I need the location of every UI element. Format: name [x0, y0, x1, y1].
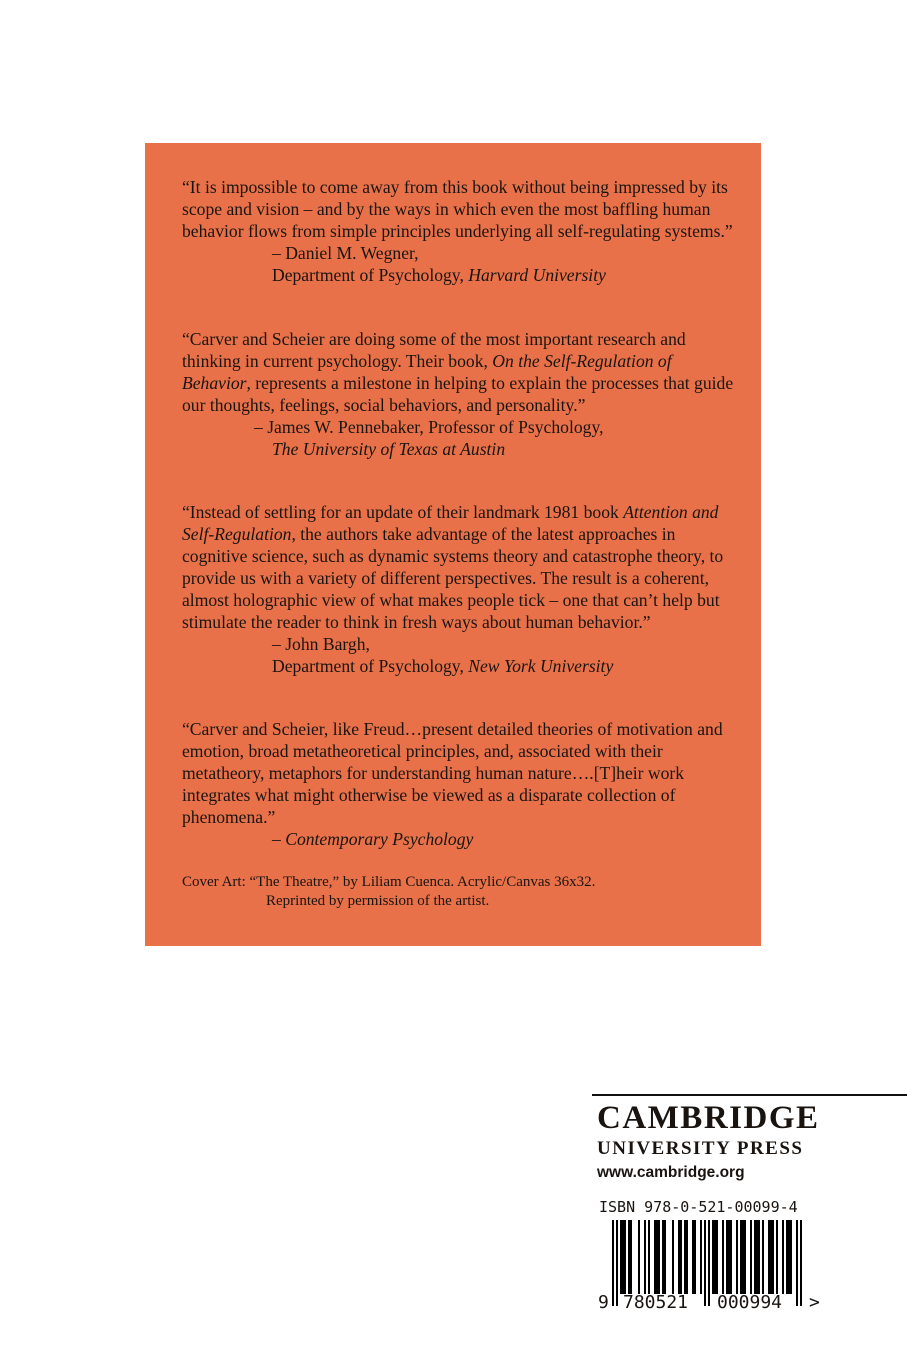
- barcode-bar: [786, 1220, 788, 1294]
- barcode-bar: [630, 1220, 632, 1294]
- quote-text: “Instead of settling for an update of their landmark 1981 book Attention and Self-Regulation, the authors take advantage of the latest approaches in cognitive science, such as dynamic systems theory and catastrophe theory, to provide us with a variety of different perspectives. The result is a coherent, almost holographic view of what makes people tick – one that can’t help but stimulate the reader to think in fresh ways about human behavior.”: [182, 502, 724, 632]
- publisher-url[interactable]: www.cambridge.org: [597, 1164, 745, 1181]
- barcode-digits-right: 000994: [717, 1292, 783, 1313]
- barcode-bar: [658, 1220, 660, 1294]
- barcode-end-mark: >: [809, 1292, 820, 1313]
- review-quote-pennebaker: [182, 328, 742, 460]
- barcode-bar: [700, 1220, 702, 1294]
- barcode-bar: [656, 1220, 658, 1294]
- back-cover-panel: [145, 143, 761, 946]
- barcode-bar: [756, 1220, 758, 1294]
- cover-art-credit: [182, 873, 595, 911]
- attribution-source: – Contemporary Psychology: [272, 829, 474, 849]
- barcode-bar: [704, 1220, 706, 1306]
- publisher-subname: UNIVERSITY PRESS: [597, 1138, 804, 1159]
- barcode-bar: [728, 1220, 730, 1294]
- barcode-bar: [740, 1220, 742, 1294]
- logo-rule: [592, 1094, 907, 1096]
- barcode-digits-left: 780521: [623, 1292, 689, 1313]
- attribution-name: – James W. Pennebaker, Professor of Psychology,: [254, 417, 604, 437]
- barcode-bar: [730, 1220, 732, 1294]
- publisher-name: CAMBRIDGE: [597, 1100, 820, 1136]
- barcode-bar: [790, 1220, 792, 1294]
- isbn-label: ISBN 978-0-521-00099-4: [599, 1198, 798, 1216]
- barcode-bar: [644, 1220, 646, 1294]
- barcode-bar: [662, 1220, 664, 1294]
- quote-text: “Carver and Scheier, like Freud…present detailed theories of motivation and emotion, broad metatheoretical principles, and, associated with their metatheory, metaphors for understanding human nature….[T]heir work integrates what might otherwise be viewed as a disparate collection of phenomena.”: [182, 719, 723, 827]
- cover-art-line2: Reprinted by permission of the artist.: [266, 893, 490, 909]
- barcode-bar: [654, 1220, 656, 1294]
- barcode-bar: [758, 1220, 760, 1294]
- barcode-bar: [754, 1220, 756, 1294]
- barcode-bar: [772, 1220, 774, 1294]
- barcode-bar: [680, 1220, 682, 1294]
- review-quote-bargh: [182, 501, 742, 677]
- barcode-bar: [770, 1220, 772, 1294]
- barcode-bar: [800, 1220, 802, 1306]
- barcode-bar: [716, 1220, 718, 1294]
- quote-text: “It is impossible to come away from this book without being impressed by its scope and vision – and by the ways in which even the most baffling human behavior flows from simple principles underlying all self-regulating systems.”: [182, 177, 733, 241]
- barcode-bar: [686, 1220, 688, 1294]
- cover-art-line1: Cover Art: “The Theatre,” by Liliam Cuenca. Acrylic/Canvas 36x32.: [182, 874, 596, 890]
- isbn-barcode: [591, 1198, 831, 1328]
- review-quote-contemporary-psychology: [182, 718, 742, 850]
- barcode-bar: [744, 1220, 746, 1294]
- barcode-bar: [796, 1220, 798, 1306]
- attribution-name: – Daniel M. Wegner,: [272, 243, 419, 263]
- barcode-bar: [750, 1220, 752, 1294]
- barcode-bar: [684, 1220, 686, 1294]
- barcode-bar: [616, 1220, 618, 1306]
- barcode-bar: [628, 1220, 630, 1294]
- attribution-affiliation: Department of Psychology, New York University: [272, 656, 614, 676]
- barcode-bar: [692, 1220, 694, 1294]
- attribution-affiliation: Department of Psychology, Harvard University: [272, 265, 606, 285]
- barcode-bar: [612, 1220, 614, 1306]
- barcode-bar: [648, 1220, 650, 1294]
- barcode-bar: [742, 1220, 744, 1294]
- barcode-bar: [694, 1220, 696, 1294]
- barcode-bar: [622, 1220, 624, 1294]
- barcode-bar: [726, 1220, 728, 1294]
- barcode-bar: [776, 1220, 778, 1294]
- barcode-bar: [620, 1220, 622, 1294]
- barcode-bar: [782, 1220, 784, 1294]
- barcode-bar: [714, 1220, 716, 1294]
- barcode-bar: [722, 1220, 724, 1294]
- barcode-bar: [712, 1220, 714, 1294]
- barcode-bar: [762, 1220, 764, 1294]
- barcode-bar: [678, 1220, 680, 1294]
- attribution-name: – John Bargh,: [272, 634, 370, 654]
- barcode-bar: [624, 1220, 626, 1294]
- barcode-bar: [788, 1220, 790, 1294]
- barcode-bar: [672, 1220, 674, 1294]
- barcode-lead-digit: 9: [598, 1292, 609, 1313]
- quote-text: “Carver and Scheier are doing some of the most important research and thinking in current psychology. Their book, On the Self-Regulation of Behavior, represents a milestone in helping to explain the processes that guide our thoughts, feelings, social behaviors, and personality.”: [182, 329, 734, 415]
- barcode-bar: [708, 1220, 710, 1306]
- barcode-bar: [664, 1220, 666, 1294]
- review-quote-wegner: [182, 176, 742, 286]
- attribution-institution: The University of Texas at Austin: [272, 439, 506, 459]
- barcode-bar: [768, 1220, 770, 1294]
- barcode-bar: [638, 1220, 640, 1294]
- barcode-bar: [736, 1220, 738, 1294]
